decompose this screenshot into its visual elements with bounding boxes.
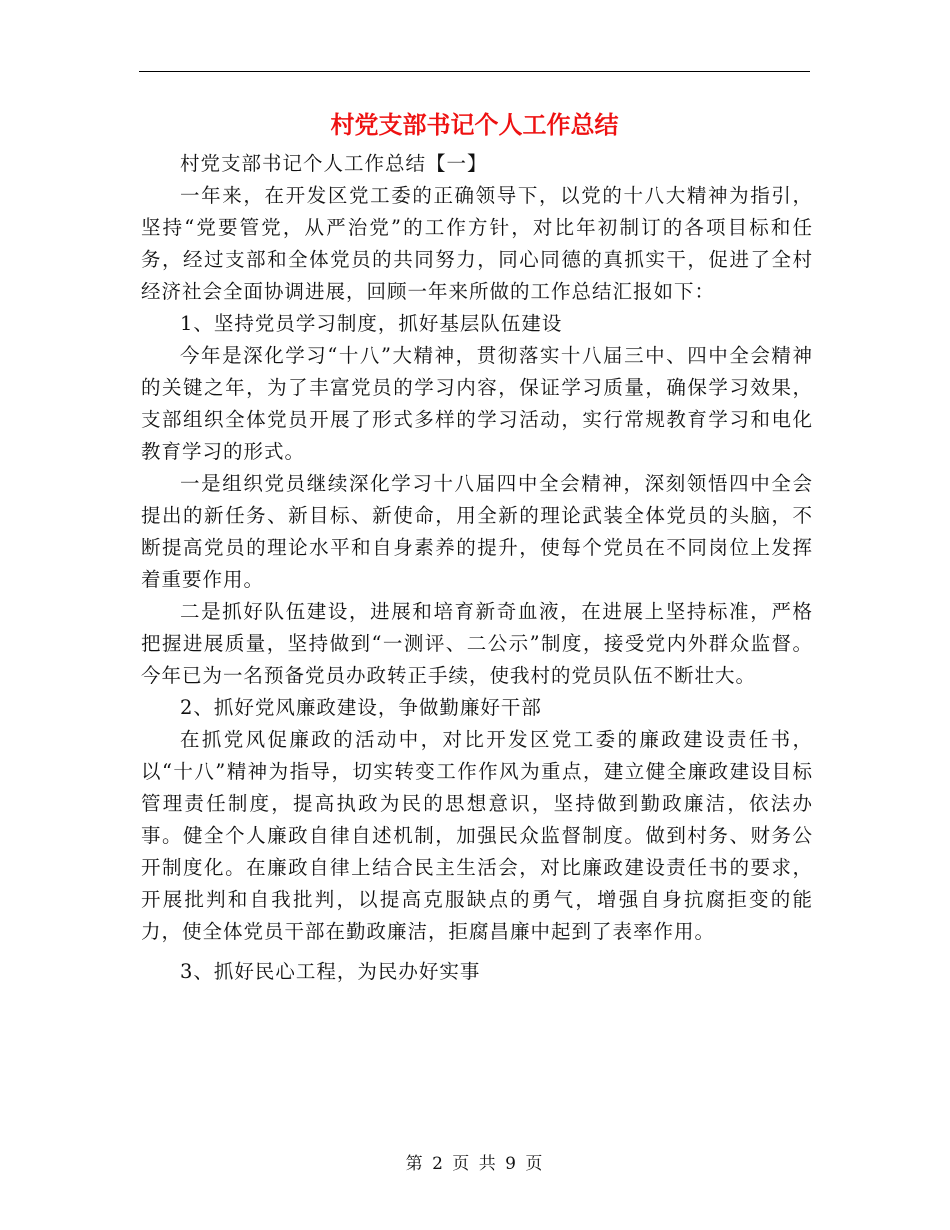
section-heading: 村党支部书记个人工作总结【一】	[180, 152, 488, 175]
subheading: 3、抓好民心工程，为民办好实事	[180, 960, 481, 983]
paragraph: 二是抓好队伍建设，进展和培育新奇血液，在进展上坚持标准，严格把握进展质量，坚持做到“一测评、二公示”制度，接受党内外群众监督。今年已为一名预备党员办政转正手续，使我村的党员队伍不断壮大。	[141, 600, 813, 687]
paragraph: 在抓党风促廉政的活动中，对比开发区党工委的廉政建设责任书，以“十八”精神为指导，切实转变工作作风为重点，建立健全廉政建设目标管理责任制度，提高执政为民的思想意识，坚持做到勤政廉洁，依法办事。健全个人廉政自律自述机制，加强民众监督制度。做到村务、财务公开制度化。在廉政自律上结合民主生活会，对比廉政建设责任书的要求，开展批判和自我批判，以提高克服缺点的勇气，增强自身抗腐拒变的能力，使全体党员干部在勤政廉洁，拒腐昌廉中起到了表率作用。	[141, 728, 813, 943]
page-number-footer: 第 2 页 共 9 页	[405, 1154, 545, 1174]
paragraph: 一年来，在开发区党工委的正确领导下，以党的十八大精神为指引，坚持“党要管党，从严治党”的工作方针，对比年初制订的各项目标和任务，经过支部和全体党员的共同努力，同心同德的真抓实干，促进了全村经济社会全面协调进展，回顾一年来所做的工作总结汇报如下：	[141, 184, 813, 303]
document-body	[141, 148, 813, 988]
subheading: 1、坚持党员学习制度，抓好基层队伍建设	[180, 312, 563, 335]
paragraph: 一是组织党员继续深化学习十八届四中全会精神，深刻领悟四中全会提出的新任务、新目标、新使命，用全新的理论武装全体党员的头脑，不断提高党员的理论水平和自身素养的提升，使每个党员在不同岗位上发挥着重要作用。	[141, 472, 813, 591]
header-rule	[139, 71, 810, 72]
paragraph: 今年是深化学习“十八”大精神，贯彻落实十八届三中、四中全会精神的关键之年，为了丰富党员的学习内容，保证学习质量，确保学习效果，支部组织全体党员开展了形式多样的学习活动，实行常规教育学习和电化教育学习的形式。	[141, 344, 813, 463]
document-title: 村党支部书记个人工作总结	[330, 110, 619, 139]
subheading: 2、抓好党风廉政建设，争做勤廉好干部	[180, 696, 542, 719]
